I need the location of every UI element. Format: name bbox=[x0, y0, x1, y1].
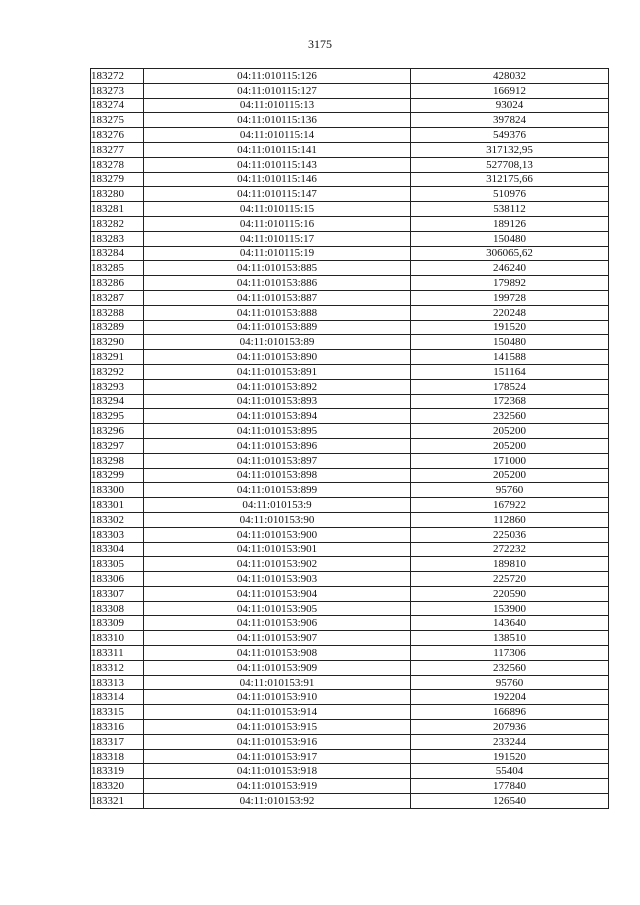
table-row bbox=[91, 216, 609, 231]
table-row bbox=[91, 705, 609, 720]
table-row bbox=[91, 187, 609, 202]
table-row bbox=[91, 320, 609, 335]
value-cell: 95760 bbox=[411, 675, 609, 690]
row-number-cell: 183301 bbox=[91, 498, 144, 513]
cadastral-number-cell: 04:11:010115:17 bbox=[144, 231, 411, 246]
row-number-cell: 183299 bbox=[91, 468, 144, 483]
row-number-cell: 183308 bbox=[91, 601, 144, 616]
cadastral-number-cell: 04:11:010153:914 bbox=[144, 705, 411, 720]
table-row bbox=[91, 261, 609, 276]
table-row bbox=[91, 246, 609, 261]
row-number-cell: 183306 bbox=[91, 572, 144, 587]
row-number-cell: 183279 bbox=[91, 172, 144, 187]
row-number-cell: 183321 bbox=[91, 794, 144, 809]
row-number-cell: 183293 bbox=[91, 379, 144, 394]
cadastral-number-cell: 04:11:010153:887 bbox=[144, 290, 411, 305]
row-number-cell: 183273 bbox=[91, 83, 144, 98]
value-cell: 95760 bbox=[411, 483, 609, 498]
value-cell: 138510 bbox=[411, 631, 609, 646]
cadastral-number-cell: 04:11:010115:136 bbox=[144, 113, 411, 128]
value-cell: 172368 bbox=[411, 394, 609, 409]
table-row bbox=[91, 601, 609, 616]
table-row bbox=[91, 586, 609, 601]
value-cell: 126540 bbox=[411, 794, 609, 809]
table-row bbox=[91, 394, 609, 409]
cadastral-number-cell: 04:11:010153:916 bbox=[144, 734, 411, 749]
value-cell: 220590 bbox=[411, 586, 609, 601]
row-number-cell: 183278 bbox=[91, 157, 144, 172]
value-cell: 171000 bbox=[411, 453, 609, 468]
table-row bbox=[91, 616, 609, 631]
row-number-cell: 183320 bbox=[91, 779, 144, 794]
value-cell: 189126 bbox=[411, 216, 609, 231]
value-cell: 246240 bbox=[411, 261, 609, 276]
cadastral-number-cell: 04:11:010115:143 bbox=[144, 157, 411, 172]
row-number-cell: 183309 bbox=[91, 616, 144, 631]
row-number-cell: 183284 bbox=[91, 246, 144, 261]
table-row bbox=[91, 113, 609, 128]
row-number-cell: 183275 bbox=[91, 113, 144, 128]
table-row bbox=[91, 764, 609, 779]
cadastral-number-cell: 04:11:010153:896 bbox=[144, 438, 411, 453]
table-row bbox=[91, 527, 609, 542]
cadastral-number-cell: 04:11:010153:893 bbox=[144, 394, 411, 409]
table-row bbox=[91, 335, 609, 350]
row-number-cell: 183313 bbox=[91, 675, 144, 690]
row-number-cell: 183277 bbox=[91, 142, 144, 157]
table-row bbox=[91, 512, 609, 527]
cadastral-number-cell: 04:11:010153:918 bbox=[144, 764, 411, 779]
value-cell: 166912 bbox=[411, 83, 609, 98]
value-cell: 150480 bbox=[411, 231, 609, 246]
row-number-cell: 183295 bbox=[91, 409, 144, 424]
table-body bbox=[91, 69, 609, 809]
row-number-cell: 183288 bbox=[91, 305, 144, 320]
value-cell: 117306 bbox=[411, 646, 609, 661]
cadastral-number-cell: 04:11:010153:899 bbox=[144, 483, 411, 498]
row-number-cell: 183315 bbox=[91, 705, 144, 720]
cadastral-number-cell: 04:11:010153:900 bbox=[144, 527, 411, 542]
cadastral-number-cell: 04:11:010153:90 bbox=[144, 512, 411, 527]
row-number-cell: 183307 bbox=[91, 586, 144, 601]
table-row bbox=[91, 83, 609, 98]
table-row bbox=[91, 379, 609, 394]
cadastral-number-cell: 04:11:010153:901 bbox=[144, 542, 411, 557]
table-row bbox=[91, 557, 609, 572]
table-row bbox=[91, 453, 609, 468]
table-row bbox=[91, 542, 609, 557]
row-number-cell: 183311 bbox=[91, 646, 144, 661]
table-row bbox=[91, 438, 609, 453]
table-row bbox=[91, 409, 609, 424]
row-number-cell: 183317 bbox=[91, 734, 144, 749]
row-number-cell: 183316 bbox=[91, 720, 144, 735]
table-row bbox=[91, 483, 609, 498]
table-row bbox=[91, 290, 609, 305]
value-cell: 143640 bbox=[411, 616, 609, 631]
table-row bbox=[91, 157, 609, 172]
row-number-cell: 183292 bbox=[91, 364, 144, 379]
cadastral-number-cell: 04:11:010153:908 bbox=[144, 646, 411, 661]
value-cell: 93024 bbox=[411, 98, 609, 113]
cadastral-number-cell: 04:11:010153:909 bbox=[144, 660, 411, 675]
cadastral-number-cell: 04:11:010153:919 bbox=[144, 779, 411, 794]
row-number-cell: 183289 bbox=[91, 320, 144, 335]
row-number-cell: 183305 bbox=[91, 557, 144, 572]
cadastral-number-cell: 04:11:010115:16 bbox=[144, 216, 411, 231]
table-row bbox=[91, 350, 609, 365]
table-row bbox=[91, 128, 609, 143]
table-row bbox=[91, 631, 609, 646]
table-row bbox=[91, 98, 609, 113]
cadastral-number-cell: 04:11:010115:13 bbox=[144, 98, 411, 113]
row-number-cell: 183304 bbox=[91, 542, 144, 557]
value-cell: 527708,13 bbox=[411, 157, 609, 172]
table-row bbox=[91, 794, 609, 809]
value-cell: 538112 bbox=[411, 202, 609, 217]
value-cell: 220248 bbox=[411, 305, 609, 320]
row-number-cell: 183318 bbox=[91, 749, 144, 764]
table-row bbox=[91, 572, 609, 587]
table-row bbox=[91, 749, 609, 764]
table-row bbox=[91, 690, 609, 705]
value-cell: 141588 bbox=[411, 350, 609, 365]
cadastral-number-cell: 04:11:010153:91 bbox=[144, 675, 411, 690]
cadastral-number-cell: 04:11:010153:898 bbox=[144, 468, 411, 483]
cadastral-number-cell: 04:11:010115:141 bbox=[144, 142, 411, 157]
cadastral-number-cell: 04:11:010153:9 bbox=[144, 498, 411, 513]
row-number-cell: 183291 bbox=[91, 350, 144, 365]
cadastral-number-cell: 04:11:010153:906 bbox=[144, 616, 411, 631]
value-cell: 205200 bbox=[411, 438, 609, 453]
row-number-cell: 183314 bbox=[91, 690, 144, 705]
row-number-cell: 183319 bbox=[91, 764, 144, 779]
row-number-cell: 183310 bbox=[91, 631, 144, 646]
row-number-cell: 183297 bbox=[91, 438, 144, 453]
table-row bbox=[91, 779, 609, 794]
cadastral-number-cell: 04:11:010115:14 bbox=[144, 128, 411, 143]
row-number-cell: 183274 bbox=[91, 98, 144, 113]
value-cell: 397824 bbox=[411, 113, 609, 128]
row-number-cell: 183312 bbox=[91, 660, 144, 675]
value-cell: 205200 bbox=[411, 424, 609, 439]
row-number-cell: 183294 bbox=[91, 394, 144, 409]
cadastral-number-cell: 04:11:010153:890 bbox=[144, 350, 411, 365]
value-cell: 153900 bbox=[411, 601, 609, 616]
cadastral-number-cell: 04:11:010153:92 bbox=[144, 794, 411, 809]
value-cell: 166896 bbox=[411, 705, 609, 720]
cadastral-number-cell: 04:11:010153:904 bbox=[144, 586, 411, 601]
value-cell: 233244 bbox=[411, 734, 609, 749]
value-cell: 225720 bbox=[411, 572, 609, 587]
value-cell: 178524 bbox=[411, 379, 609, 394]
row-number-cell: 183276 bbox=[91, 128, 144, 143]
value-cell: 232560 bbox=[411, 660, 609, 675]
row-number-cell: 183303 bbox=[91, 527, 144, 542]
row-number-cell: 183298 bbox=[91, 453, 144, 468]
value-cell: 191520 bbox=[411, 320, 609, 335]
row-number-cell: 183296 bbox=[91, 424, 144, 439]
row-number-cell: 183300 bbox=[91, 483, 144, 498]
cadastral-number-cell: 04:11:010115:146 bbox=[144, 172, 411, 187]
cadastral-number-cell: 04:11:010153:907 bbox=[144, 631, 411, 646]
value-cell: 306065,62 bbox=[411, 246, 609, 261]
table-row bbox=[91, 498, 609, 513]
row-number-cell: 183290 bbox=[91, 335, 144, 350]
value-cell: 192204 bbox=[411, 690, 609, 705]
value-cell: 167922 bbox=[411, 498, 609, 513]
cadastral-number-cell: 04:11:010115:19 bbox=[144, 246, 411, 261]
table-row bbox=[91, 424, 609, 439]
value-cell: 112860 bbox=[411, 512, 609, 527]
value-cell: 207936 bbox=[411, 720, 609, 735]
row-number-cell: 183286 bbox=[91, 276, 144, 291]
value-cell: 177840 bbox=[411, 779, 609, 794]
table-row bbox=[91, 69, 609, 84]
row-number-cell: 183283 bbox=[91, 231, 144, 246]
table-row bbox=[91, 734, 609, 749]
value-cell: 191520 bbox=[411, 749, 609, 764]
table-row bbox=[91, 720, 609, 735]
table-row bbox=[91, 305, 609, 320]
row-number-cell: 183280 bbox=[91, 187, 144, 202]
value-cell: 205200 bbox=[411, 468, 609, 483]
value-cell: 510976 bbox=[411, 187, 609, 202]
row-number-cell: 183287 bbox=[91, 290, 144, 305]
cadastral-number-cell: 04:11:010153:897 bbox=[144, 453, 411, 468]
cadastral-number-cell: 04:11:010153:885 bbox=[144, 261, 411, 276]
table-row bbox=[91, 646, 609, 661]
cadastral-number-cell: 04:11:010153:915 bbox=[144, 720, 411, 735]
cadastral-number-cell: 04:11:010153:891 bbox=[144, 364, 411, 379]
value-cell: 199728 bbox=[411, 290, 609, 305]
table-row bbox=[91, 675, 609, 690]
row-number-cell: 183282 bbox=[91, 216, 144, 231]
table-row bbox=[91, 276, 609, 291]
table-row bbox=[91, 468, 609, 483]
row-number-cell: 183302 bbox=[91, 512, 144, 527]
value-cell: 428032 bbox=[411, 69, 609, 84]
page-number: 3175 bbox=[308, 37, 332, 51]
cadastral-number-cell: 04:11:010153:905 bbox=[144, 601, 411, 616]
cadastral-number-cell: 04:11:010153:917 bbox=[144, 749, 411, 764]
value-cell: 549376 bbox=[411, 128, 609, 143]
value-cell: 317132,95 bbox=[411, 142, 609, 157]
cadastral-number-cell: 04:11:010153:895 bbox=[144, 424, 411, 439]
table-row bbox=[91, 202, 609, 217]
cadastral-number-cell: 04:11:010153:889 bbox=[144, 320, 411, 335]
value-cell: 151164 bbox=[411, 364, 609, 379]
cadastral-number-cell: 04:11:010115:147 bbox=[144, 187, 411, 202]
cadastral-number-cell: 04:11:010115:126 bbox=[144, 69, 411, 84]
cadastral-number-cell: 04:11:010115:127 bbox=[144, 83, 411, 98]
cadastral-number-cell: 04:11:010153:903 bbox=[144, 572, 411, 587]
cadastral-number-cell: 04:11:010153:886 bbox=[144, 276, 411, 291]
table-row bbox=[91, 231, 609, 246]
cadastral-number-cell: 04:11:010153:894 bbox=[144, 409, 411, 424]
table-row bbox=[91, 660, 609, 675]
cadastral-number-cell: 04:11:010153:89 bbox=[144, 335, 411, 350]
table-row bbox=[91, 142, 609, 157]
cadastral-number-cell: 04:11:010153:902 bbox=[144, 557, 411, 572]
cadastral-number-cell: 04:11:010115:15 bbox=[144, 202, 411, 217]
cadastral-number-cell: 04:11:010153:910 bbox=[144, 690, 411, 705]
table-row bbox=[91, 364, 609, 379]
value-cell: 189810 bbox=[411, 557, 609, 572]
row-number-cell: 183285 bbox=[91, 261, 144, 276]
value-cell: 225036 bbox=[411, 527, 609, 542]
row-number-cell: 183281 bbox=[91, 202, 144, 217]
value-cell: 150480 bbox=[411, 335, 609, 350]
value-cell: 232560 bbox=[411, 409, 609, 424]
value-cell: 272232 bbox=[411, 542, 609, 557]
cadastral-number-cell: 04:11:010153:892 bbox=[144, 379, 411, 394]
table-row bbox=[91, 172, 609, 187]
value-cell: 312175,66 bbox=[411, 172, 609, 187]
row-number-cell: 183272 bbox=[91, 69, 144, 84]
value-cell: 55404 bbox=[411, 764, 609, 779]
value-cell: 179892 bbox=[411, 276, 609, 291]
cadastral-value-table bbox=[90, 68, 609, 809]
cadastral-number-cell: 04:11:010153:888 bbox=[144, 305, 411, 320]
